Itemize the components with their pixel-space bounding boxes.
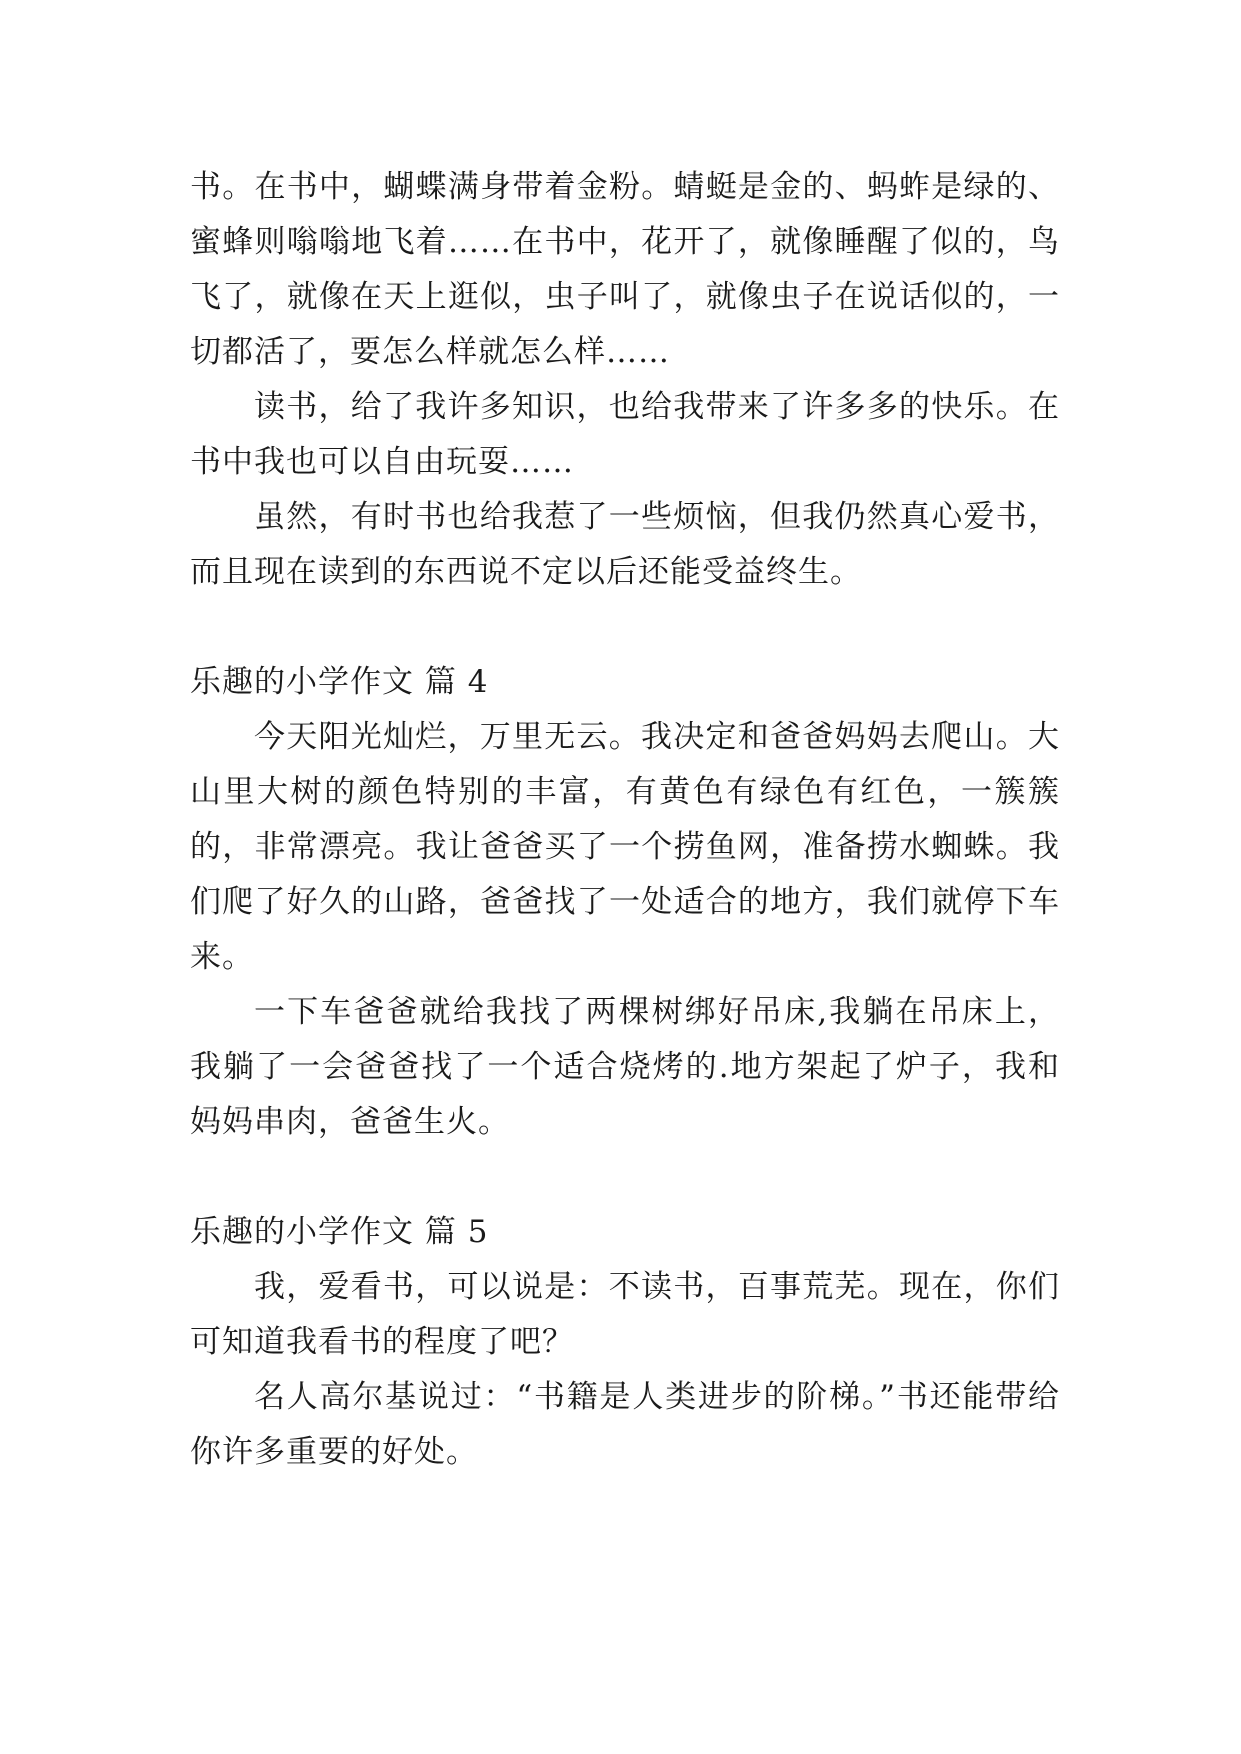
paragraph: 读书，给了我许多知识，也给我带来了许多多的快乐。在书中我也可以自由玩耍…… — [190, 389, 1060, 480]
paragraph: 我，爱看书，可以说是：不读书，百事荒芜。现在，你们可知道我看书的程度了吧？ — [190, 1269, 1060, 1360]
section-heading-4: 乐趣的小学作文 篇 4 — [190, 664, 489, 700]
paragraph: 名人高尔基说过：“书籍是人类进步的阶梯。”书还能带给你许多重要的好处。 — [190, 1379, 1060, 1470]
paragraph: 书。在书中，蝴蝶满身带着金粉。蜻蜓是金的、蚂蚱是绿的、蜜蜂则嗡嗡地飞着……在书中，花开了，就像睡醒了似的，鸟飞了，就像在天上逛似，虫子叫了，就像虫子在说话似的，一切都活了，要怎么样就怎么样…… — [190, 169, 1060, 370]
section-spacer — [190, 600, 1060, 655]
document-page — [190, 160, 1060, 1480]
section-spacer — [190, 1150, 1060, 1205]
section-heading-5: 乐趣的小学作文 篇 5 — [190, 1214, 489, 1250]
paragraph: 一下车爸爸就给我找了两棵树绑好吊床,我躺在吊床上，我躺了一会爸爸找了一个适合烧烤的.地方架起了炉子，我和妈妈串肉，爸爸生火。 — [190, 994, 1060, 1140]
paragraph: 虽然，有时书也给我惹了一些烦恼，但我仍然真心爱书，而且现在读到的东西说不定以后还能受益终生。 — [190, 499, 1060, 590]
paragraph: 今天阳光灿烂，万里无云。我决定和爸爸妈妈去爬山。大山里大树的颜色特别的丰富，有黄色有绿色有红色，一簇簇的，非常漂亮。我让爸爸买了一个捞鱼网，准备捞水蜘蛛。我们爬了好久的山路，爸爸找了一处适合的地方，我们就停下车来。 — [190, 719, 1060, 975]
